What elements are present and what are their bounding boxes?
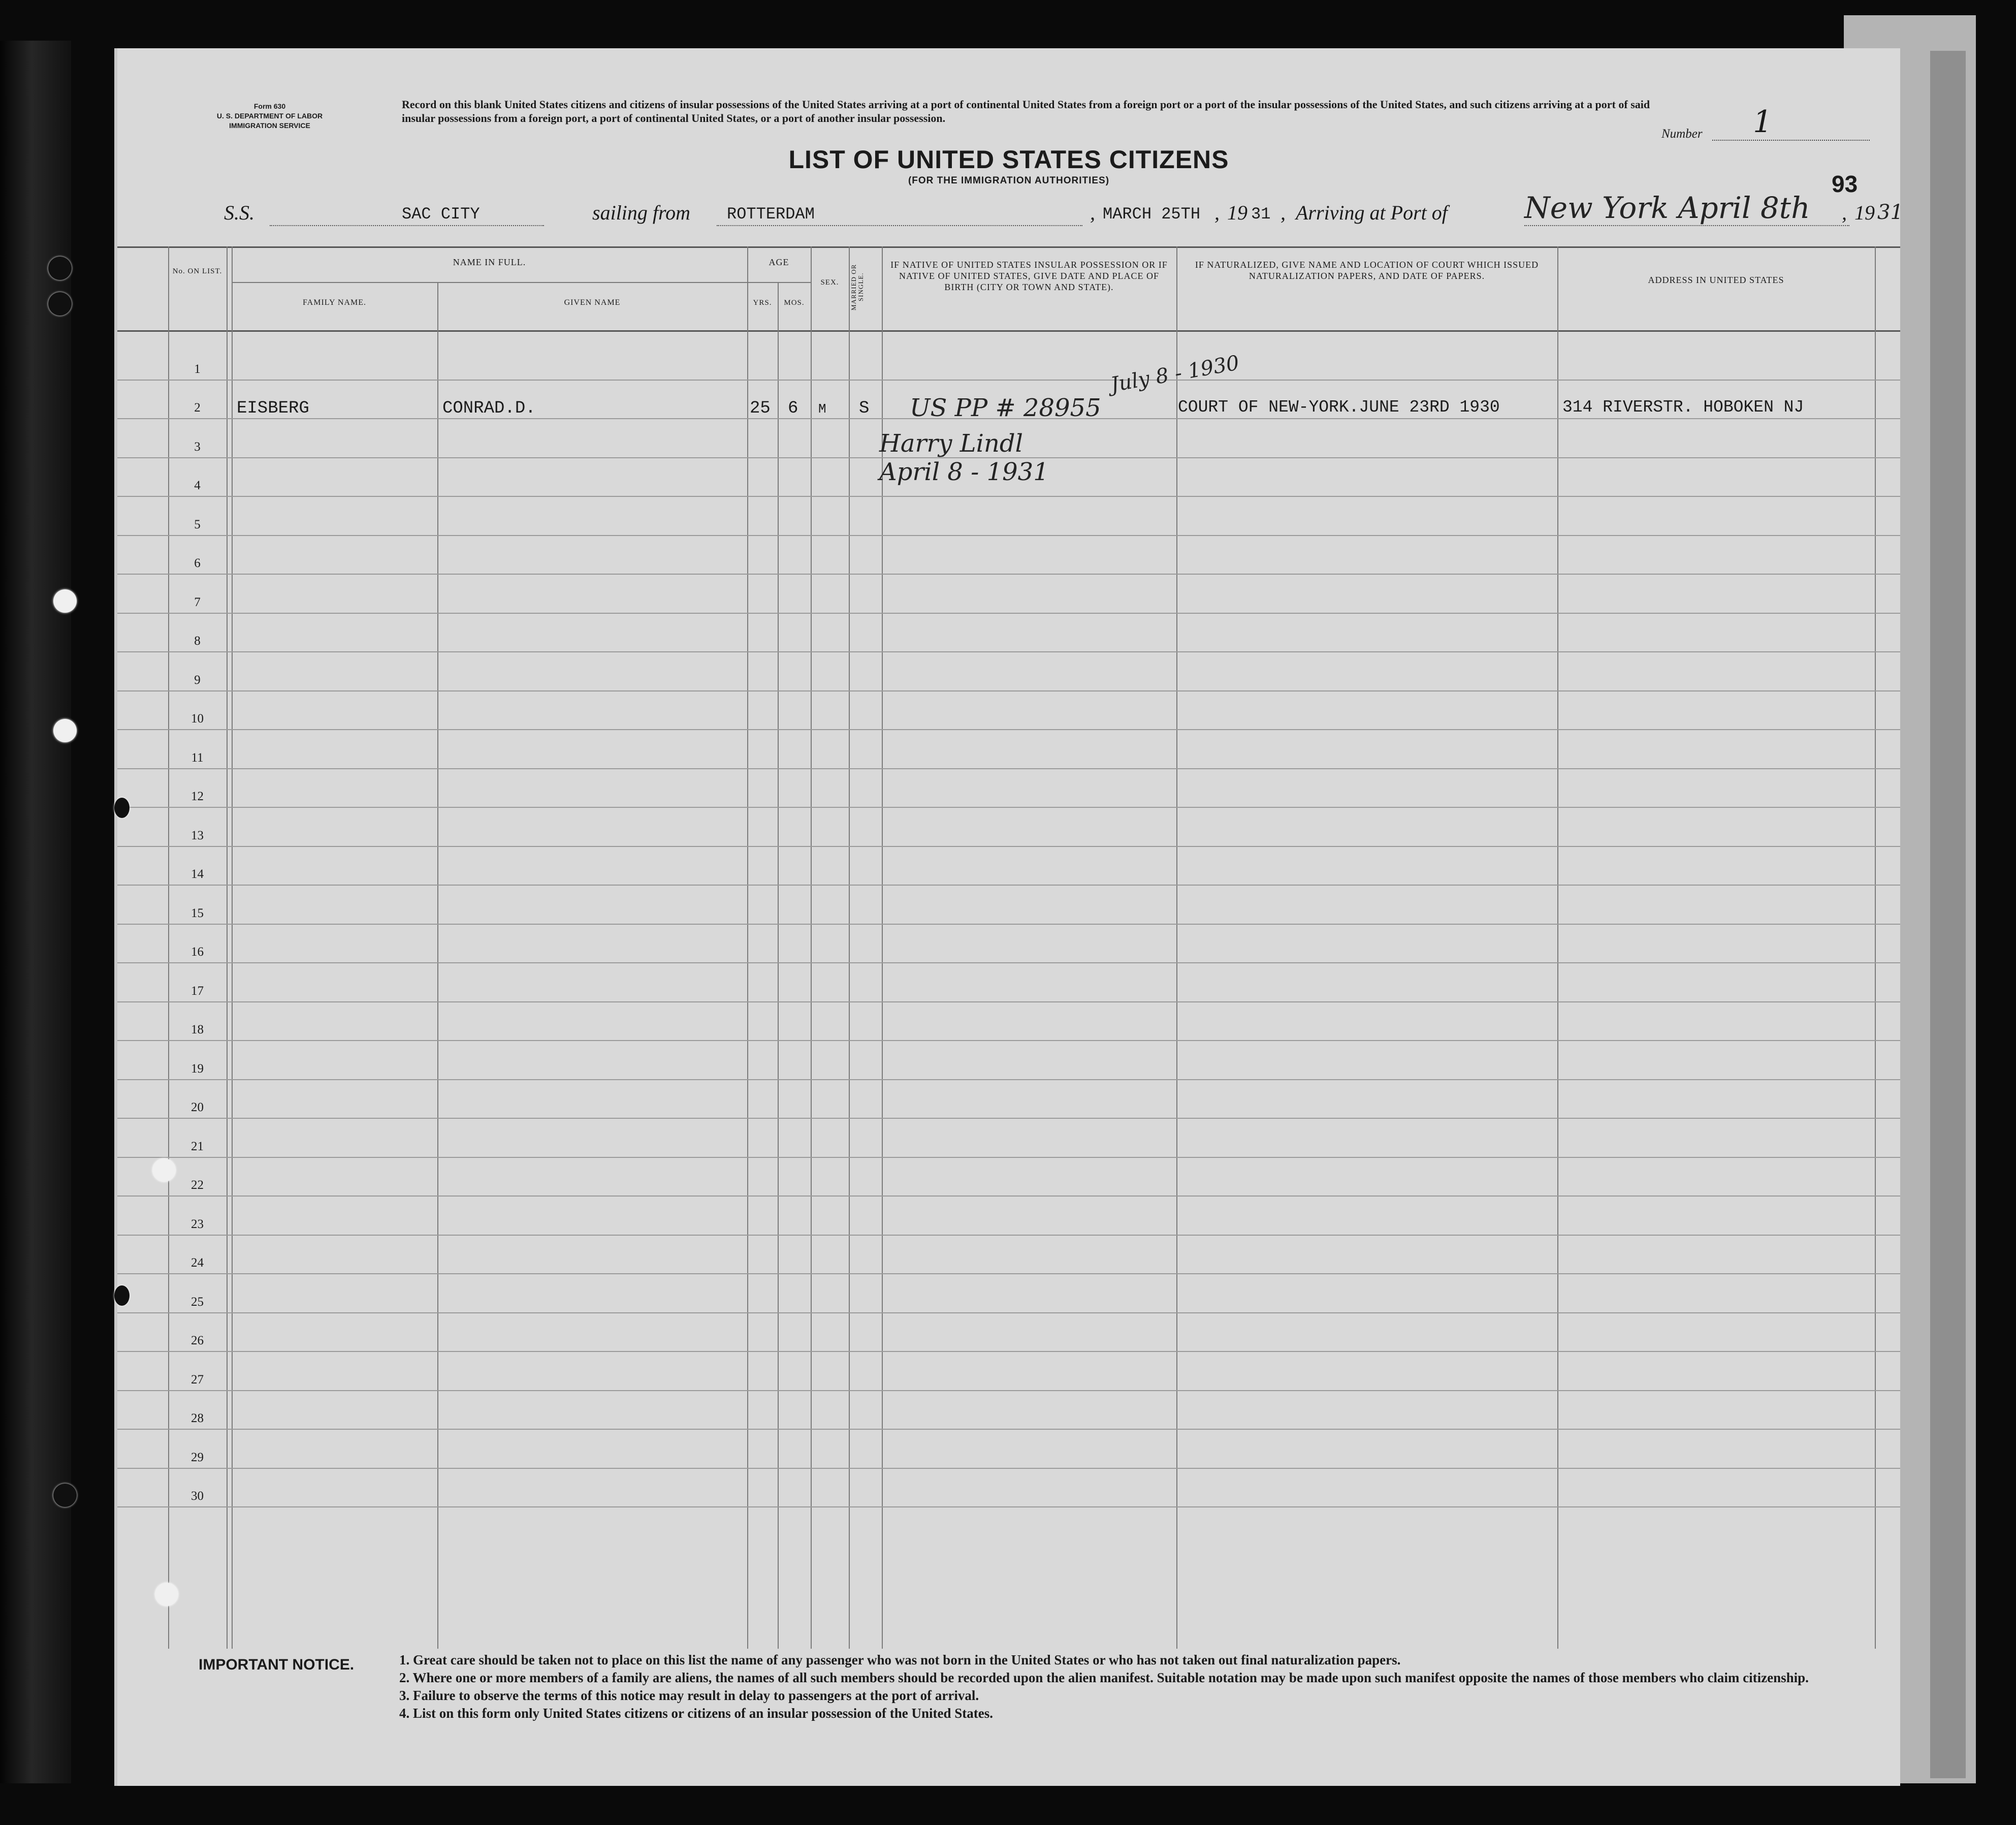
sex-cell: M xyxy=(818,401,826,417)
row-number: 2 xyxy=(194,401,201,415)
form-header xyxy=(188,102,351,131)
row-line xyxy=(117,1506,1900,1507)
row-number: 12 xyxy=(191,790,204,803)
corner-page-number: 93 xyxy=(1832,171,1858,197)
row-line xyxy=(117,535,1900,536)
name-age-subheader-line xyxy=(232,282,811,283)
row-number: 30 xyxy=(191,1489,204,1503)
col-divider xyxy=(437,282,438,1649)
sailing-date: MARCH 25TH xyxy=(1103,205,1201,224)
header-mos: MOS. xyxy=(784,299,805,307)
form-number: Form 630 xyxy=(253,102,286,110)
page-title: LIST OF UNITED STATES CITIZENS xyxy=(788,145,1229,174)
age-years-cell: 25 xyxy=(750,399,771,418)
page-subtitle: (FOR THE IMMIGRATION AUTHORITIES) xyxy=(908,175,1110,186)
row-number: 27 xyxy=(191,1372,204,1387)
row-line xyxy=(117,613,1900,614)
address-cell: 314 RIVERSTR. HOBOKEN NJ xyxy=(1562,398,1804,417)
header-bottom-border xyxy=(117,330,1900,332)
row-number: 14 xyxy=(191,867,204,881)
passport-note: US PP # 28955 xyxy=(910,394,1101,422)
header-age: AGE xyxy=(769,257,789,267)
inspector-signature xyxy=(879,429,1049,486)
row-number: 26 xyxy=(191,1334,204,1347)
row-number: 1 xyxy=(194,362,201,376)
row-number: 28 xyxy=(191,1411,204,1425)
row-line xyxy=(117,1390,1900,1391)
table-top-border xyxy=(117,246,1900,248)
signature-name: Harry Lindl xyxy=(879,429,1023,458)
comma: , xyxy=(1090,201,1095,224)
binder-hole xyxy=(114,798,130,818)
sailing-from-label: sailing from xyxy=(592,201,690,224)
year-suffix: 31 xyxy=(1251,205,1271,224)
row-number: 19 xyxy=(191,1061,204,1076)
manifest-page xyxy=(114,48,1903,1786)
row-line xyxy=(117,729,1900,730)
row-line xyxy=(117,1429,1900,1430)
binder-hole xyxy=(53,589,77,613)
row-number: 22 xyxy=(191,1178,204,1192)
signature-date: April 8 - 1931 xyxy=(879,458,1049,486)
notice-item: 1. Great care should be taken not to place on this list the name of any passenger who was not born in the United States or who has not taken out final naturalization papers. xyxy=(399,1652,1401,1667)
row-line xyxy=(117,1312,1900,1313)
service-name: IMMIGRATION SERVICE xyxy=(229,121,310,130)
col-divider xyxy=(778,282,779,1649)
row-number: 16 xyxy=(191,945,204,959)
header-sex: SEX. xyxy=(820,278,839,287)
department-name: U. S. DEPARTMENT OF LABOR xyxy=(216,112,323,120)
row-line xyxy=(117,1235,1900,1236)
comma: , xyxy=(1214,201,1220,224)
passenger-table xyxy=(117,246,1900,1649)
record-instruction: Record on this blank United States citizens and citizens of insular possessions of the United States arriving at a port of continental United States from a foreign port or a port of the insular possessions of the United States, and such citizens arriving at a port of said insular possessions from a foreign port, a port of continental United States, or a port of another insular possession. xyxy=(402,98,1650,124)
row-line xyxy=(117,651,1900,652)
row-line xyxy=(117,885,1900,886)
row-number: 7 xyxy=(194,595,201,609)
header-address: ADDRESS IN UNITED STATES xyxy=(1648,275,1784,285)
row-number: 13 xyxy=(191,828,204,842)
passport-date: July 8 - 1930 xyxy=(1109,351,1241,397)
header-family-name: FAMILY NAME. xyxy=(302,298,367,307)
row-line xyxy=(117,807,1900,808)
row-line xyxy=(117,1001,1900,1002)
arriving-label: Arriving at Port of xyxy=(1296,201,1448,224)
arrival-port-handwritten: New York April 8th xyxy=(1524,191,1810,225)
binder-hole xyxy=(53,719,77,742)
number-value: 1 xyxy=(1753,104,1773,140)
from-port: ROTTERDAM xyxy=(727,205,815,224)
header-naturalization: IF NATURALIZED, GIVE NAME AND LOCATION OF COURT WHICH ISSUED NATURALIZATION PAPERS, AND DATE OF PAPERS. xyxy=(1195,260,1539,281)
row-number: 9 xyxy=(194,673,201,687)
row-line xyxy=(117,1468,1900,1469)
comma: , xyxy=(1281,201,1286,224)
arrival-year-suffix: 31 xyxy=(1877,201,1903,224)
row-line xyxy=(117,1118,1900,1119)
binder-hole xyxy=(114,1285,130,1306)
voyage-line xyxy=(117,191,1903,236)
row-number: 23 xyxy=(191,1217,204,1231)
row-number: 25 xyxy=(191,1295,204,1309)
row-number: 18 xyxy=(191,1023,204,1036)
row-number: 24 xyxy=(191,1256,204,1270)
arrival-underline xyxy=(1524,225,1849,226)
family-name-cell: EISBERG xyxy=(237,399,309,418)
row-line xyxy=(117,690,1900,691)
notice-list xyxy=(399,1651,1857,1722)
row-number: 5 xyxy=(194,517,201,531)
age-months-cell: 6 xyxy=(788,399,798,418)
row-number: 29 xyxy=(191,1450,204,1464)
row-line xyxy=(117,1079,1900,1080)
header-no-on-list: No. ON LIST. xyxy=(172,267,222,275)
row-line xyxy=(117,1273,1900,1274)
comma: , xyxy=(1842,201,1847,224)
row-line xyxy=(117,1195,1900,1197)
number-underline xyxy=(1712,140,1870,141)
row-number: 4 xyxy=(194,479,201,492)
binder-hole xyxy=(152,1158,176,1182)
given-name-cell: CONRAD.D. xyxy=(442,399,536,418)
year-prefix: 19 xyxy=(1227,201,1247,224)
ss-label: S.S. xyxy=(224,201,254,224)
header-given-name: GIVEN NAME xyxy=(564,298,621,307)
binder-hole xyxy=(155,1583,178,1606)
notice-item: 3. Failure to observe the terms of this notice may result in delay to passengers at the port of arrival. xyxy=(399,1688,979,1703)
header-yrs: YRS. xyxy=(753,299,772,307)
row-line xyxy=(117,496,1900,497)
row-number: 20 xyxy=(191,1100,204,1114)
row-line xyxy=(117,962,1900,963)
row-number: 15 xyxy=(191,906,204,920)
row-line xyxy=(117,1157,1900,1158)
notice-item: 4. List on this form only United States citizens or citizens of an insular possession of the United States. xyxy=(399,1706,994,1721)
marital-cell: S xyxy=(859,399,870,418)
row-line xyxy=(117,768,1900,769)
row-number: 6 xyxy=(194,556,201,570)
row-number: 3 xyxy=(194,439,201,454)
row-line xyxy=(117,1040,1900,1041)
row-number: 11 xyxy=(191,750,204,765)
row-number: 21 xyxy=(191,1139,204,1153)
header-name-in-full: NAME IN FULL. xyxy=(453,257,526,267)
row-line xyxy=(117,924,1900,925)
underlying-page-edge xyxy=(1930,51,1966,1778)
header-birth-place: IF NATIVE OF UNITED STATES INSULAR POSSESSION OR IF NATIVE OF UNITED STATES, GIVE DATE AND PLACE OF BIRTH (CITY OR TOWN AND STATE). xyxy=(890,260,1168,292)
number-label: Number xyxy=(1661,127,1703,141)
row-line xyxy=(117,1351,1900,1352)
binder-hole xyxy=(48,257,72,280)
row-line xyxy=(117,846,1900,847)
row-number: 17 xyxy=(191,984,204,998)
notice-heading: IMPORTANT NOTICE. xyxy=(199,1656,355,1673)
row-number: 10 xyxy=(191,712,204,726)
row-number: 8 xyxy=(194,634,201,648)
row-line xyxy=(117,380,1900,381)
header-married-or-single: MARRIED OR SINGLE. xyxy=(850,264,865,310)
row-line xyxy=(117,574,1900,575)
ship-name: SAC CITY xyxy=(402,205,480,224)
court-cell: COURT OF NEW-YORK.JUNE 23RD 1930 xyxy=(1178,398,1500,417)
from-underline xyxy=(717,225,1082,226)
binder-hole xyxy=(48,292,72,316)
binder-hole xyxy=(53,1484,77,1507)
arrival-year-prefix: 19 xyxy=(1854,201,1875,224)
notice-item: 2. Where one or more members of a family are aliens, the names of all such members should be recorded upon the alien manifest. Suitable notation may be made upon such manifest opposite the names of those members who claim citizenship. xyxy=(399,1670,1809,1685)
ship-underline xyxy=(270,225,544,226)
